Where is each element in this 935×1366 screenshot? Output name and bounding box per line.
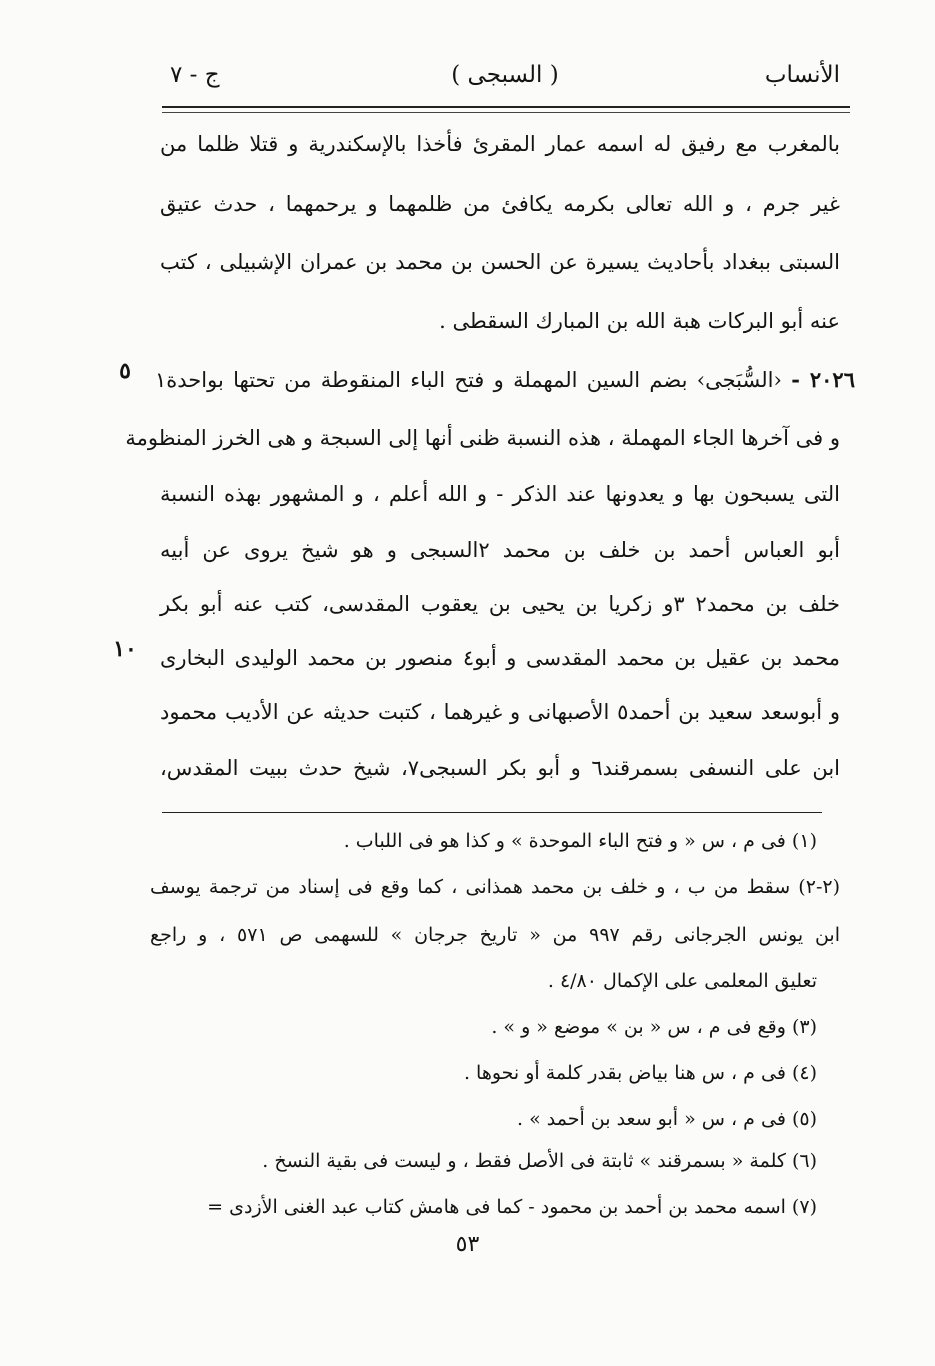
footnote: ابن يونس الجرجانى رقم ٩٩٧ من « تاريخ جرجان » للسهمى ص ٥٧١ ، و راجع [150, 924, 840, 946]
running-header [170, 58, 840, 98]
body-line: عنه أبو البركات هبة الله بن المبارك السقطى . [439, 309, 840, 333]
entry-number: ٢٠٢٦ - [791, 367, 855, 392]
page-number: ٥٣ [455, 1232, 480, 1257]
header-rule [162, 106, 850, 108]
body-line: بالمغرب مع رفيق له اسمه عمار المقرئ فأخذا بالإسكندرية و قتلا ظلما من [160, 132, 840, 156]
footnote-separator [162, 812, 822, 813]
footnote: (٦) كلمة « بسمرقند » ثابتة فى الأصل فقط ، و ليست فى بقية النسخ . [262, 1150, 817, 1172]
footnote: (٣) وقع فى م ، س « بن » موضع « و » . [491, 1016, 817, 1038]
entry-line: التى يسبحون بها و يعدونها عند الذكر - و الله أعلم ، و المشهور بهذه النسبة [160, 482, 840, 506]
entry-line: و فى آخرها الجاء المهملة ، هذه النسبة ظنى أنها إلى السبجة و هى الخرز المنظومة [125, 426, 840, 450]
entry-line: أبو العباس أحمد بن خلف بن محمد ٢السبجى و هو شيخ يروى عن أبيه [160, 538, 840, 562]
footnote: (٧) اسمه محمد بن أحمد بن محمود - كما فى هامش كتاب عبد الغنى الأزدى = [207, 1196, 817, 1218]
entry-heading: ( السبجى ) [451, 62, 559, 88]
entry-first-line: ‹السُّبَجى› بضم السين المهملة و فتح الباء المنقوطة من تحتها بواحدة١ [155, 368, 782, 392]
footnote: (٢-٢) سقط من ب ، و خلف بن محمد همذانى ، كما وقع فى إسناد من ترجمة يوسف [150, 876, 840, 898]
volume-number: ج - ٧ [170, 62, 220, 88]
footnote: (٥) فى م ، س « أبو سعد بن أحمد » . [517, 1108, 817, 1130]
header-rule-thin [162, 112, 850, 113]
footnote: (٤) فى م ، س هنا بياض بقدر كلمة أو نحوها . [463, 1062, 817, 1084]
margin-line-number: ٥ [119, 358, 131, 384]
entry-line: و أبوسعد سعيد بن أحمد٥ الأصبهانى و غيرهما ، كتبت حديثه عن الأديب محمود [160, 700, 840, 724]
entry-line: محمد بن عقيل بن محمد المقدسى و أبو٤ منصور بن محمد الوليدى البخارى [160, 646, 840, 670]
entry-heading-line [155, 356, 855, 404]
book-title: الأنساب [764, 62, 840, 88]
entry-line: ابن على النسفى بسمرقند٦ و أبو بكر السبجى٧، شيخ حدث ببيت المقدس، [160, 756, 841, 780]
margin-line-number: ١٠ [113, 636, 137, 662]
footnote: (١) فى م ، س « و فتح الباء الموحدة » و كذا هو فى اللباب . [343, 830, 817, 852]
entry-line: خلف بن محمد٢ ٣و زكريا بن يحيى بن يعقوب المقدسى، كتب عنه أبو بكر [160, 592, 841, 616]
body-line: السبتى ببغداد بأحاديث يسيرة عن الحسن بن محمد بن عمران الإشبيلى ، كتب [160, 250, 840, 274]
body-line: غير جرم ، و الله تعالى بكرمه يكافئ من ظلمهما و يرحمهما ، حدث عتيق [160, 192, 840, 216]
footnote: تعليق المعلمى على الإكمال ٤/٨٠ . [547, 970, 817, 992]
